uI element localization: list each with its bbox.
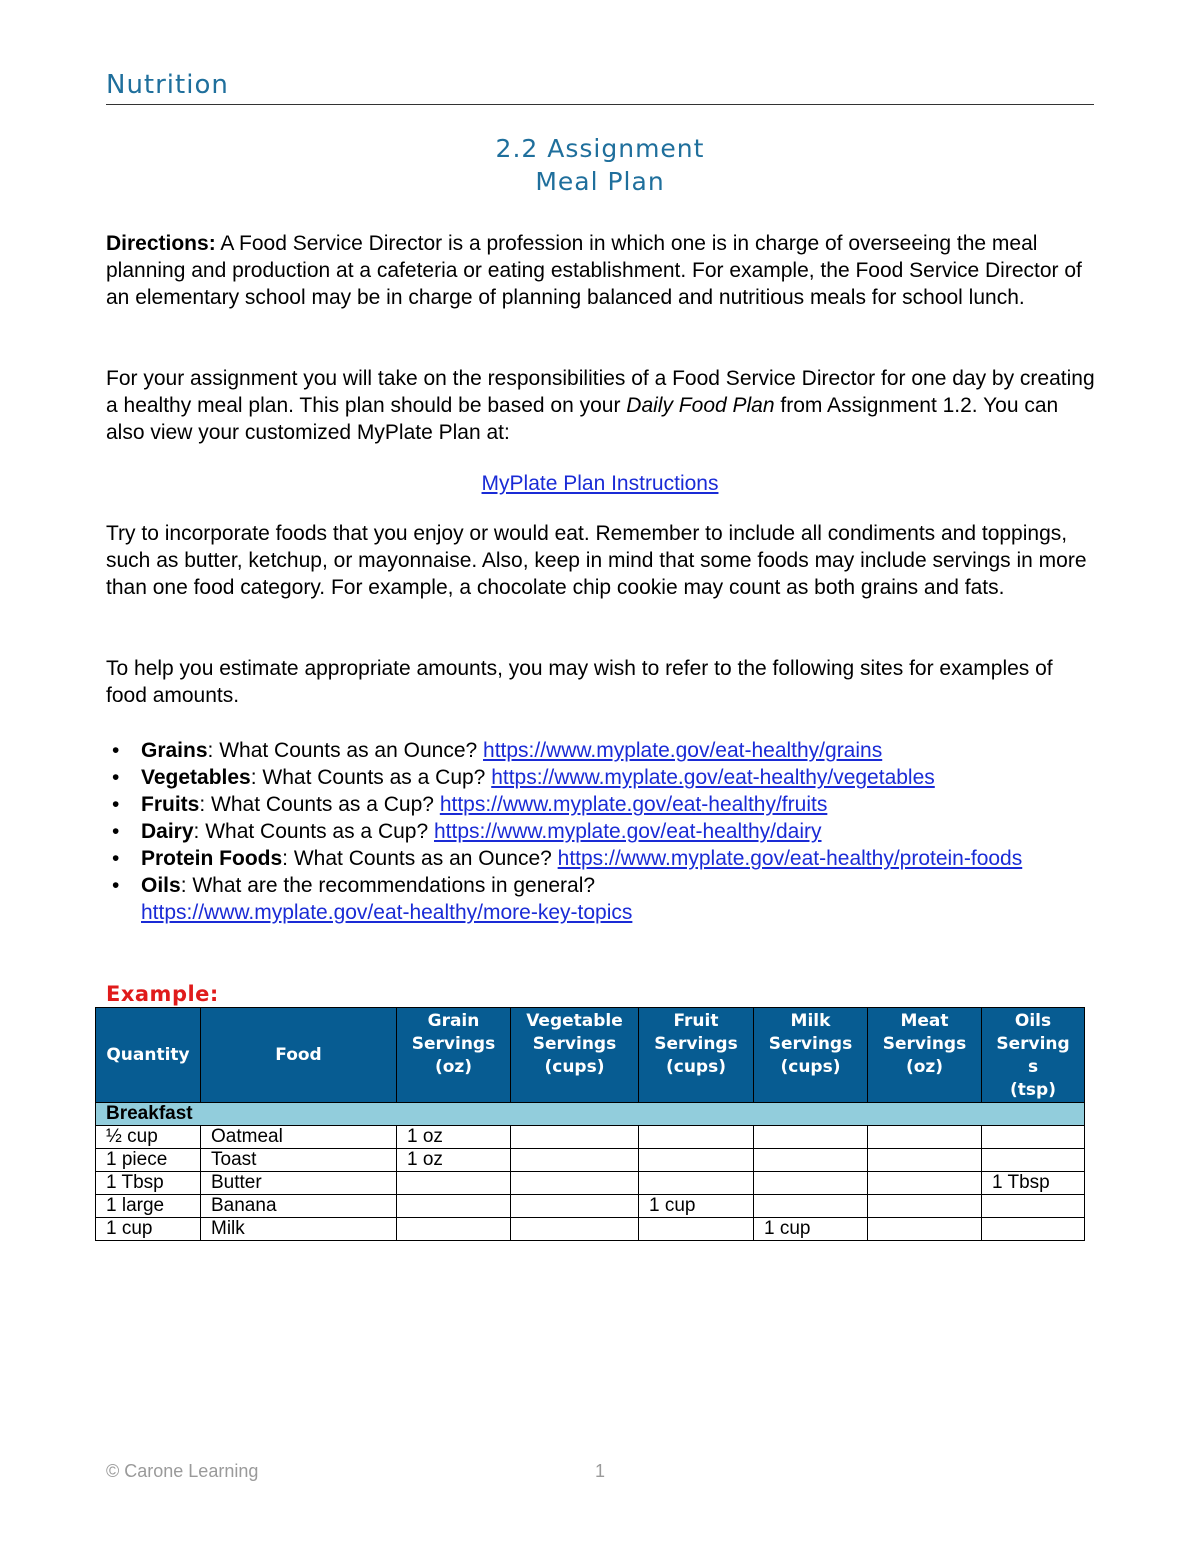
cell-fruit xyxy=(639,1218,754,1241)
food-group-links-list xyxy=(106,737,1096,926)
cell-quantity: 1 cup xyxy=(96,1218,201,1241)
cell-oils: 1 Tbsp xyxy=(982,1172,1085,1195)
bullet-icon: • xyxy=(112,847,120,870)
footer-page-number: 1 xyxy=(595,1461,606,1481)
cell-milk: 1 cup xyxy=(754,1218,868,1241)
example-label: Example: xyxy=(106,982,219,1006)
assignment-paragraph xyxy=(106,365,1096,446)
table-row xyxy=(96,1172,1085,1195)
cell-oils xyxy=(982,1149,1085,1172)
table-row xyxy=(96,1218,1085,1241)
section-row-breakfast xyxy=(96,1103,1085,1126)
cell-meat xyxy=(868,1218,982,1241)
myplate-plan-link[interactable]: MyPlate Plan Instructions xyxy=(481,472,719,495)
cell-meat xyxy=(868,1195,982,1218)
directions-text: A Food Service Director is a profession in which one is in charge of overseeing the meal planning and production at a cafeteria or eating establishment. For example, the Food Service Director of an elementary school may be in charge of planning balanced and nutritious meals for school lunch. xyxy=(106,232,1082,309)
assignment-text-before: For your assignment you will take on the responsibilities of a Food Service Director for one day by creating a healthy meal plan. This plan should be based on your xyxy=(106,367,1095,417)
foods-paragraph: Try to incorporate foods that you enjoy or would eat. Remember to include all condiments and toppings, such as butter, ketchup, or mayonnaise. Also, keep in mind that some foods may include servings in more than one food category. For example, a chocolate chip cookie may count as both grains and fats. xyxy=(106,522,1087,599)
header-food: Food xyxy=(201,1008,397,1103)
cell-fruit: 1 cup xyxy=(639,1195,754,1218)
cell-quantity: 1 Tbsp xyxy=(96,1172,201,1195)
cell-milk xyxy=(754,1149,868,1172)
cell-meat xyxy=(868,1126,982,1149)
bullet-term: Oils xyxy=(141,874,181,897)
bullet-term: Vegetables xyxy=(141,766,251,789)
header-quantity: Quantity xyxy=(96,1008,201,1103)
daily-food-plan-italic: Daily Food Plan xyxy=(626,394,775,417)
list-item xyxy=(106,845,1096,872)
bullet-text: : What are the recommendations in general? xyxy=(180,874,596,897)
table-row xyxy=(96,1126,1085,1149)
bullet-text: : What Counts as an Ounce? xyxy=(282,847,558,870)
myplate-link-row xyxy=(106,470,1094,497)
cell-grain xyxy=(397,1218,511,1241)
bullet-text: : What Counts as a Cup? xyxy=(199,793,440,816)
list-item xyxy=(106,818,1096,845)
cell-food: Oatmeal xyxy=(201,1126,397,1149)
header-fruit: Fruit Servings (cups) xyxy=(639,1008,754,1103)
cell-milk xyxy=(754,1126,868,1149)
bullet-term: Grains xyxy=(141,739,208,762)
directions-paragraph xyxy=(106,230,1096,311)
bullet-term: Fruits xyxy=(141,793,200,816)
table-row xyxy=(96,1195,1085,1218)
cell-food: Milk xyxy=(201,1218,397,1241)
cell-vegetable xyxy=(511,1172,639,1195)
cell-oils xyxy=(982,1195,1085,1218)
header-milk: Milk Servings (cups) xyxy=(754,1008,868,1103)
header-grain: Grain Servings (oz) xyxy=(397,1008,511,1103)
bullet-icon: • xyxy=(112,874,120,897)
bullet-term: Protein Foods xyxy=(141,847,283,870)
cell-quantity: ½ cup xyxy=(96,1126,201,1149)
cell-food: Banana xyxy=(201,1195,397,1218)
bullet-text: : What Counts as a Cup? xyxy=(193,820,434,843)
bullet-icon: • xyxy=(112,766,120,789)
bullet-icon: • xyxy=(112,793,120,816)
bullet-icon: • xyxy=(112,739,120,762)
cell-vegetable xyxy=(511,1195,639,1218)
fruits-link[interactable]: https://www.myplate.gov/eat-healthy/fruits xyxy=(439,793,828,816)
footer-copyright: © Carone Learning xyxy=(106,1461,259,1481)
cell-quantity: 1 piece xyxy=(96,1149,201,1172)
vegetables-link[interactable]: https://www.myplate.gov/eat-healthy/vegetables xyxy=(491,766,935,789)
section-label: Breakfast xyxy=(96,1103,1085,1126)
header-meat: Meat Servings (oz) xyxy=(868,1008,982,1103)
header-divider xyxy=(106,104,1094,105)
meal-plan-table xyxy=(95,1007,1085,1241)
cell-meat xyxy=(868,1172,982,1195)
cell-oils xyxy=(982,1218,1085,1241)
course-header: Nutrition xyxy=(106,70,229,100)
cell-meat xyxy=(868,1149,982,1172)
cell-grain: 1 oz xyxy=(397,1126,511,1149)
assignment-name: Meal Plan xyxy=(535,167,665,196)
list-item xyxy=(106,737,1096,764)
table-header-row xyxy=(96,1008,1085,1103)
cell-vegetable xyxy=(511,1218,639,1241)
cell-food: Toast xyxy=(201,1149,397,1172)
cell-fruit xyxy=(639,1149,754,1172)
cell-vegetable xyxy=(511,1149,639,1172)
bullet-icon: • xyxy=(112,820,120,843)
cell-vegetable xyxy=(511,1126,639,1149)
bullet-text: : What Counts as an Ounce? xyxy=(207,739,484,762)
cell-milk xyxy=(754,1172,868,1195)
assignment-text-after: from Assignment 1.2. You can also view your customized MyPlate Plan at: xyxy=(106,394,1059,444)
cell-grain xyxy=(397,1172,511,1195)
assignment-number: 2.2 Assignment xyxy=(495,134,705,163)
cell-food: Butter xyxy=(201,1172,397,1195)
header-vegetable: Vegetable Servings (cups) xyxy=(511,1008,639,1103)
cell-fruit xyxy=(639,1172,754,1195)
grains-link[interactable]: https://www.myplate.gov/eat-healthy/grains xyxy=(483,739,883,762)
cell-quantity: 1 large xyxy=(96,1195,201,1218)
cell-grain xyxy=(397,1195,511,1218)
estimate-paragraph: To help you estimate appropriate amounts, you may wish to refer to the following sites for examples of food amounts. xyxy=(106,657,1053,707)
list-item xyxy=(106,791,1096,818)
protein-foods-link[interactable]: https://www.myplate.gov/eat-healthy/protein-foods xyxy=(557,847,1023,870)
cell-fruit xyxy=(639,1126,754,1149)
cell-oils xyxy=(982,1126,1085,1149)
list-item xyxy=(106,872,1096,926)
oils-link[interactable]: https://www.myplate.gov/eat-healthy/more-key-topics xyxy=(141,901,633,924)
dairy-link[interactable]: https://www.myplate.gov/eat-healthy/dairy xyxy=(434,820,822,843)
bullet-term: Dairy xyxy=(141,820,194,843)
directions-label: Directions: xyxy=(106,232,216,255)
header-oils: Oils Serving s (tsp) xyxy=(982,1008,1085,1103)
assignment-title xyxy=(106,132,1094,198)
list-item xyxy=(106,764,1096,791)
bullet-text: : What Counts as a Cup? xyxy=(250,766,492,789)
cell-grain: 1 oz xyxy=(397,1149,511,1172)
table-row xyxy=(96,1149,1085,1172)
cell-milk xyxy=(754,1195,868,1218)
